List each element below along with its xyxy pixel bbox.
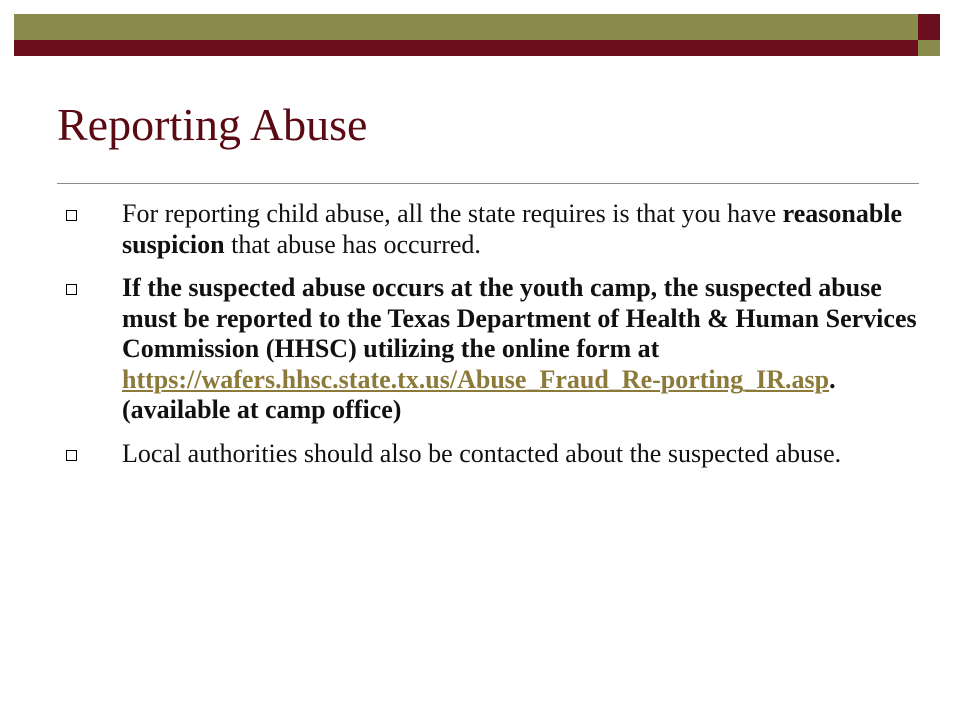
bullet-text: that abuse has occurred. [224,229,481,259]
hollow-square-bullet-icon [66,210,77,221]
bullet-text: Local authorities should also be contacted about the suspected abuse. [122,438,842,468]
header-corner-maroon [918,14,940,40]
header-band-olive [14,14,918,40]
hollow-square-bullet-icon [66,450,77,461]
bullet-item-hhsc-report [0,273,960,426]
slide-title: Reporting Abuse [57,99,368,150]
title-divider [57,183,919,184]
bullet-text: . (available at camp office) [122,364,836,424]
bullet-item-local-authorities [0,439,960,470]
bullet-list [0,199,960,469]
header-band-maroon [14,40,918,56]
bullet-item-reasonable-suspicion [0,199,960,260]
hhsc-report-link[interactable]: https://wafers.hhsc.state.tx.us/Abuse_Fraud_Re-porting_IR.asp [122,364,830,394]
bullet-text: If the suspected abuse occurs at the youth camp, the suspected abuse must be reported to the Texas Department of Health & Human Services Commission (HHSC) utilizing the online form at [122,273,917,363]
hollow-square-bullet-icon [66,284,77,295]
header-corner-olive [918,40,940,56]
bullet-bold-text: reasonable suspicion [122,199,903,259]
bullet-text: For reporting child abuse, all the state requires is that you have [122,199,783,228]
